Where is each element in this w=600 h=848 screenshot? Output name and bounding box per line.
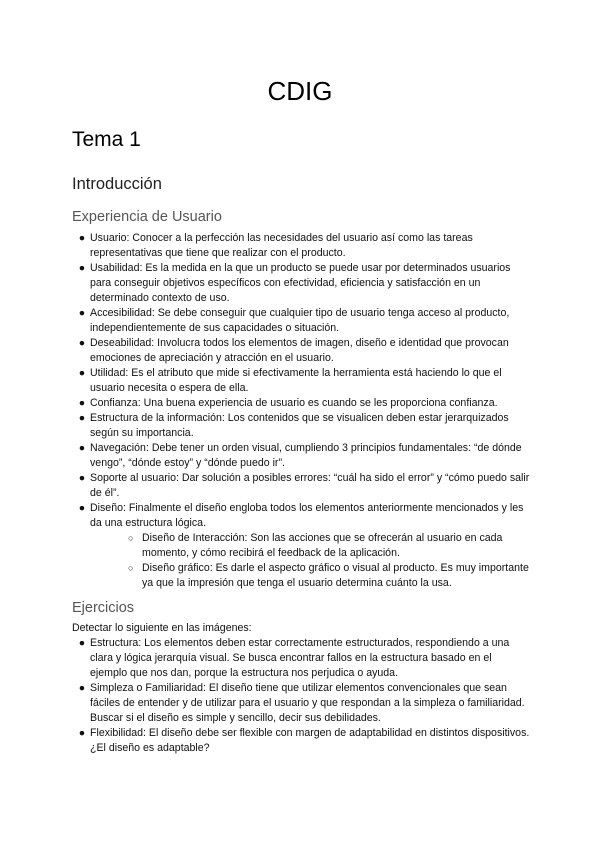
list-item: ● Estructura: Los elementos deben estar correctamente estructurados, respondiendo a una clara y lógica jerarquía visual. Se busca encontrar fallos en la estructura basado en el ejemplo que nos dan, porque la estructura nos perjudica o ayuda. [78, 637, 510, 679]
bullet-icon: ● [78, 397, 86, 409]
bullet-icon: ● [78, 367, 86, 379]
list-item: ● Navegación: Debe tener un orden visual, cumpliendo 3 principios fundamentales: “de dónde vengo”, “dónde estoy” y “dónde puedo ir”. [78, 442, 522, 469]
list-item: ● Simpleza o Familiaridad: El diseño tiene que utilizar elementos convencionales que sean fáciles de entender y de utilizar para el usuario y que respondan a la simpleza o familiaridad. Buscar si el diseño es simple y sencillo, decir sus debilidades. [78, 682, 525, 724]
list-item: ● Flexibilidad: El diseño debe ser flexible con margen de adaptabilidad en distintos dispositivos. ¿El diseño es adaptable? [78, 727, 530, 754]
list-item: ● Usabilidad: Es la medida en la que un producto se puede usar por determinados usuarios para conseguir objetivos específicos con efectividad, eficiencia y satisfacción en un determinado contexto de uso. [78, 262, 511, 304]
ejercicios-list [78, 636, 530, 756]
list-item: ● Utilidad: Es el atributo que mide si efectivamente la herramienta está haciendo lo que el usuario necesita o espera de ella. [78, 367, 502, 394]
bullet-icon: ● [78, 727, 86, 739]
tema-heading: Tema 1 [72, 128, 141, 151]
bullet-icon: ● [78, 472, 86, 484]
intro-heading: Introducción [72, 175, 162, 193]
ejercicios-lead: Detectar lo siguiente en las imágenes: [72, 622, 252, 634]
list-item: ● Soporte al usuario: Dar solución a posibles errores: “cuál ha sido el error” y “cómo puedo salir de él”. [78, 472, 530, 499]
experiencia-heading: Experiencia de Usuario [72, 209, 222, 225]
hollow-bullet-icon: ○ [128, 563, 134, 573]
bullet-icon: ● [78, 412, 86, 424]
experiencia-list [78, 231, 530, 591]
list-item: ● Accesibilidad: Se debe conseguir que cualquier tipo de usuario tenga acceso al producto, independientemente de sus capacidades o situación. [78, 307, 510, 334]
bullet-icon: ● [78, 262, 86, 274]
bullet-icon: ● [78, 337, 86, 349]
diseno-sublist [90, 531, 530, 591]
list-item: ● Estructura de la información: Los contenidos que se visualicen deben estar jerarquizados según su importancia. [78, 412, 509, 439]
sub-list-item: ○ Diseño de Interacción: Son las acciones que se ofrecerán al usuario en cada momento, y cómo recibirá el feedback de la aplicación. [128, 532, 503, 559]
bullet-icon: ● [78, 232, 86, 244]
list-item: ● Confianza: Una buena experiencia de usuario es cuando se les proporciona confianza. [78, 397, 498, 409]
bullet-icon: ● [78, 637, 86, 649]
document-title: CDIG [267, 76, 333, 106]
hollow-bullet-icon: ○ [128, 533, 134, 543]
list-item: ● Deseabilidad: Involucra todos los elementos de imagen, diseño e identidad que provocan emociones de apreciación y atracción en el usuario. [78, 337, 509, 364]
list-item: ● Diseño: Finalmente el diseño engloba todos los elementos anteriormente mencionados y les da una estructura lógica. ○ Diseño de Interacción: Son las acciones que se ofrecerán al usuario en cada momento, y cómo recibirá el feedback de la aplicación. ○ Diseño gráfico: Es darle el aspecto gráfico o visual al producto. Es muy importante ya que la impresión que tenga el usuario determina cuánto la usa. [78, 502, 529, 589]
bullet-icon: ● [78, 682, 86, 694]
ejercicios-heading: Ejercicios [72, 600, 135, 616]
sub-list-item: ○ Diseño gráfico: Es darle el aspecto gráfico o visual al producto. Es muy importante ya que la impresión que tenga el usuario determina cuánto la usa. [128, 562, 529, 589]
list-item: ● Usuario: Conocer a la perfección las necesidades del usuario así como las tareas representativas que tiene que realizar con el producto. [78, 232, 473, 259]
bullet-icon: ● [78, 502, 86, 514]
bullet-icon: ● [78, 307, 86, 319]
bullet-icon: ● [78, 442, 86, 454]
